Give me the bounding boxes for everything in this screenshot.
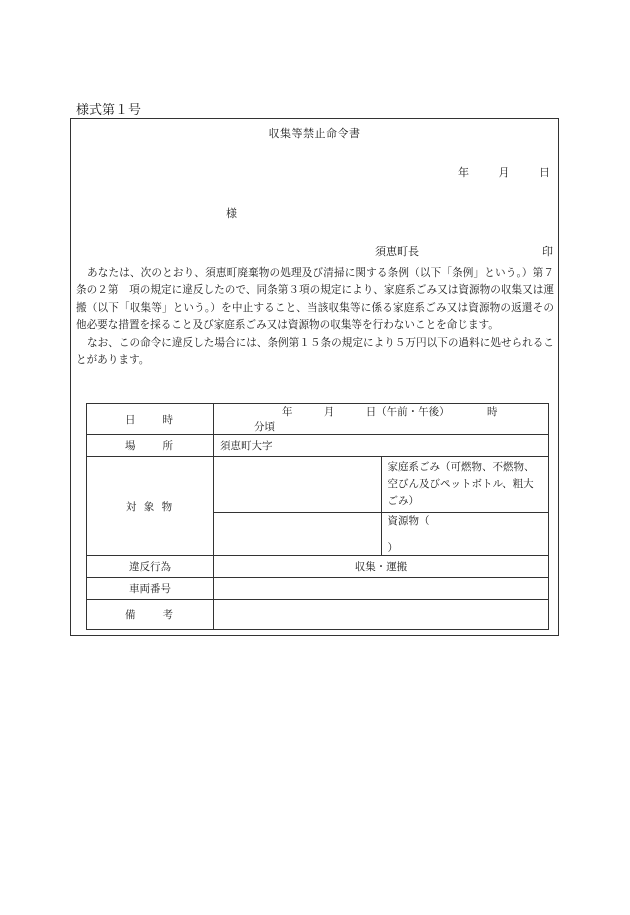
place-row bbox=[87, 435, 549, 457]
target-blank-cell bbox=[214, 513, 382, 556]
target-resource bbox=[381, 513, 549, 556]
seal-mark: 印 bbox=[542, 245, 553, 258]
violation-row bbox=[87, 556, 549, 578]
vehicle-label: 車両番号 bbox=[87, 578, 214, 600]
recipient-suffix: 様 bbox=[226, 207, 237, 220]
datetime-day: 日（午前・午後） bbox=[365, 406, 450, 418]
document-frame bbox=[70, 118, 559, 636]
order-body bbox=[76, 265, 554, 369]
target-label: 対 象 物 bbox=[87, 457, 214, 556]
date-month-label: 月 bbox=[498, 166, 510, 179]
target-resource-close: ） bbox=[387, 542, 398, 554]
document-title: 収集等禁止命令書 bbox=[268, 127, 361, 140]
target-household-row bbox=[87, 457, 549, 513]
datetime-year: 年 bbox=[282, 406, 293, 418]
datetime-value bbox=[214, 404, 549, 435]
penalty-paragraph: なお、この命令に違反した場合には、条例第１５条の規定により５万円以下の過料に処せられることがあります。 bbox=[76, 336, 554, 367]
place-label: 場 所 bbox=[87, 435, 214, 457]
target-household: 家庭系ごみ（可燃物、不燃物、空びん及びペットボトル、粗大ごみ） bbox=[381, 457, 549, 513]
issuer-name: 須恵町長 bbox=[375, 245, 419, 258]
target-resource-open: 資源物（ bbox=[387, 515, 430, 527]
form-number: 様式第１号 bbox=[76, 103, 142, 118]
vehicle-row bbox=[87, 578, 549, 600]
remarks-value bbox=[214, 600, 549, 630]
violation-value: 収集・運搬 bbox=[214, 556, 549, 578]
issue-date bbox=[432, 164, 550, 180]
date-year-label: 年 bbox=[458, 166, 469, 179]
order-paragraph: あなたは、次のとおり、須恵町廃棄物の処理及び清掃に関する条例（以下「条例」という。）第７条の２第 項の規定に違反したので、同条第３項の規定により、家庭系ごみ又は資源物の収集又は運搬（以下「収集等」という。）を中止すること、当該収集等に係る家庭系ごみ又は資源物の返還その他必要な措置を採ること及び家庭系ごみ又は資源物の収集等を行わないことを命じます。 bbox=[76, 267, 554, 332]
target-blank-cell bbox=[214, 457, 382, 513]
datetime-row bbox=[87, 404, 549, 435]
violation-label: 違反行為 bbox=[87, 556, 214, 578]
remarks-label: 備 考 bbox=[87, 600, 214, 630]
datetime-hour: 時 bbox=[487, 406, 498, 418]
date-day-label: 日 bbox=[539, 166, 550, 179]
remarks-row bbox=[87, 600, 549, 630]
datetime-month: 月 bbox=[323, 406, 335, 418]
datetime-minute: 分頃 bbox=[254, 421, 275, 433]
place-value: 須恵町大字 bbox=[214, 435, 549, 457]
datetime-label: 日 時 bbox=[87, 404, 214, 435]
vehicle-value bbox=[214, 578, 549, 600]
details-table bbox=[86, 403, 549, 630]
